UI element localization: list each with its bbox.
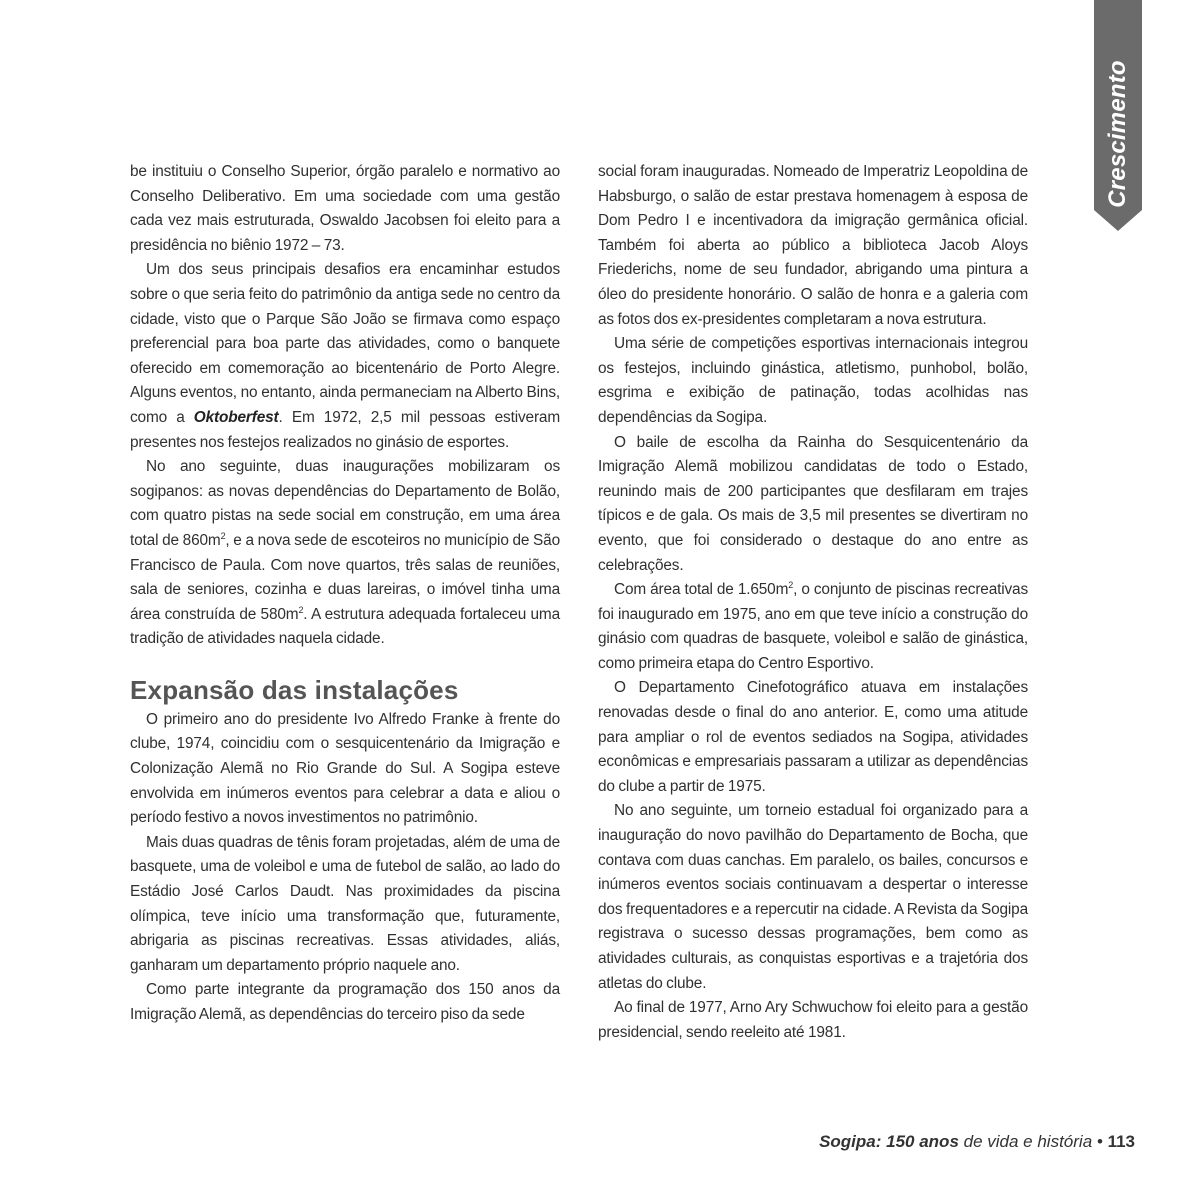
paragraph: O primeiro ano do presidente Ivo Alfredo Franke à frente do clube, 1974, coincidiu com o sesquicentenário da Imigração e Colonização Alemã no Rio Grande do Sul. A Sogipa esteve envolvida em inúmeros eventos para celebrar a data e aliou o período festivo a novos investimentos no patrimônio. xyxy=(130,710,560,827)
paragraph: O baile de escolha da Rainha do Sesquicentenário da Imigração Alemã mobilizou candidatas de todo o Estado, reunindo mais de 200 participantes que desfilaram em trajes típicos e de gala. Os mais de 3,5 mil presentes se divertiram no evento, que foi considerado o destaque do ano entre as celebrações. xyxy=(598,433,1028,574)
paragraph: Uma série de competições esportivas internacionais integrou os festejos, incluindo ginástica, atletismo, punhobol, bolão, esgrima e exibição de patinação, todas acolhidas nas dependências da Sogipa. xyxy=(598,335,1028,426)
paragraph: No ano seguinte, duas inaugurações mobilizaram os sogipanos: as novas dependências do Departamento de Bolão, com quatro pistas na sede social em construção, em uma área total de $860m^2$, e a nova sede de escoteiros no município de São Francisco de Paula. Com nove quartos, três salas de reuniões, sala de seniores, cozinha e duas lareiras, o imóvel tinha uma área construída de $580m^2$. A estrutura adequada fortaleceu uma tradição de atividades naquela cidade. xyxy=(130,458,560,648)
page-number: 113 xyxy=(1107,1132,1135,1151)
book-title-bold: Sogipa: 150 anos xyxy=(819,1132,959,1151)
chapter-tab-label: Crescimento xyxy=(1104,60,1131,208)
book-title-rest: de vida e história xyxy=(958,1132,1093,1151)
left-text-column xyxy=(130,160,560,1028)
paragraph: Um dos seus principais desafios era encaminhar estudos sobre o que seria feito do patrimônio da antiga sede no centro da cidade, visto que o Parque São João se firmava como espaço preferencial para boa parte das atividades, como o banquete oferecido em comemoração ao bicentenário de Porto Alegre. Alguns eventos, no entanto, ainda permaneciam na Alberto Bins, como a Oktoberfest. Em 1972, 2,5 mil pessoas estiveram presentes nos festejos realizados no ginásio de esportes. xyxy=(130,261,561,451)
right-text-column xyxy=(598,160,1028,1045)
page-footer xyxy=(819,1132,1135,1152)
paragraph: O Departamento Cinefotográfico atuava em instalações renovadas desde o final do ano anterior. E, como uma atitude para ampliar o rol de eventos sediados na Sogipa, atividades econômicas e empresariais passaram a utilizar as dependências do clube a partir de 1975. xyxy=(598,679,1028,795)
paragraph: Ao final de 1977, Arno Ary Schwuchow foi eleito para a gestão presidencial, sendo reeleito até 1981. xyxy=(598,999,1028,1041)
footer-separator: • xyxy=(1092,1132,1108,1151)
emphasis-oktoberfest: Oktoberfest xyxy=(193,408,279,426)
paragraph: Mais duas quadras de tênis foram projetadas, além de uma de basquete, uma de voleibol e uma de futebol de salão, ao lado do Estádio José Carlos Daudt. Nas proximidades da piscina olímpica, teve início uma transformação que, futuramente, abrigaria as piscinas recreativas. Essas atividades, aliás, ganharam um departamento próprio naquele ano. xyxy=(130,833,560,974)
section-heading: Expansão das instalações xyxy=(130,674,459,705)
paragraph: No ano seguinte, um torneio estadual foi organizado para a inauguração do novo pavilhão do Departamento de Bocha, que contava com duas canchas. Em paralelo, os bailes, concursos e inúmeros eventos sociais continuavam a despertar o interesse dos frequentadores e a repercutir na cidade. A Revista da Sogipa registrava o sucesso dessas programações, bem como as atividades culturais, as conquistas esportivas e a trajetória dos atletas do clube. xyxy=(598,802,1028,992)
paragraph: Com área total de $1.650m^2$, o conjunto de piscinas recreativas foi inaugurado em 1975, ano em que teve início a construção do ginásio com quadras de basquete, voleibol e salão de ginástica, como primeira etapa do Centro Esportivo. xyxy=(598,579,1029,672)
paragraph: Como parte integrante da programação dos 150 anos da Imigração Alemã, as dependências do terceiro piso da sede xyxy=(130,981,560,1023)
paragraph: social foram inauguradas. Nomeado de Imperatriz Leopoldina de Habsburgo, o salão de estar prestava homenagem à esposa de Dom Pedro I e incentivadora da imigração germânica oficial. Também foi aberta ao público a biblioteca Jacob Aloys Friederichs, nome de seu fundador, abrigando uma pintura a óleo do presidente honorário. O salão de honra e a galeria com as fotos dos ex-presidentes completaram a nova estrutura. xyxy=(598,163,1028,328)
paragraph: be instituiu o Conselho Superior, órgão paralelo e normativo ao Conselho Deliberativo. Em uma sociedade com uma gestão cada vez mais estruturada, Oswaldo Jacobsen foi eleito para a presidência no biênio 1972 – 73. xyxy=(130,163,560,254)
